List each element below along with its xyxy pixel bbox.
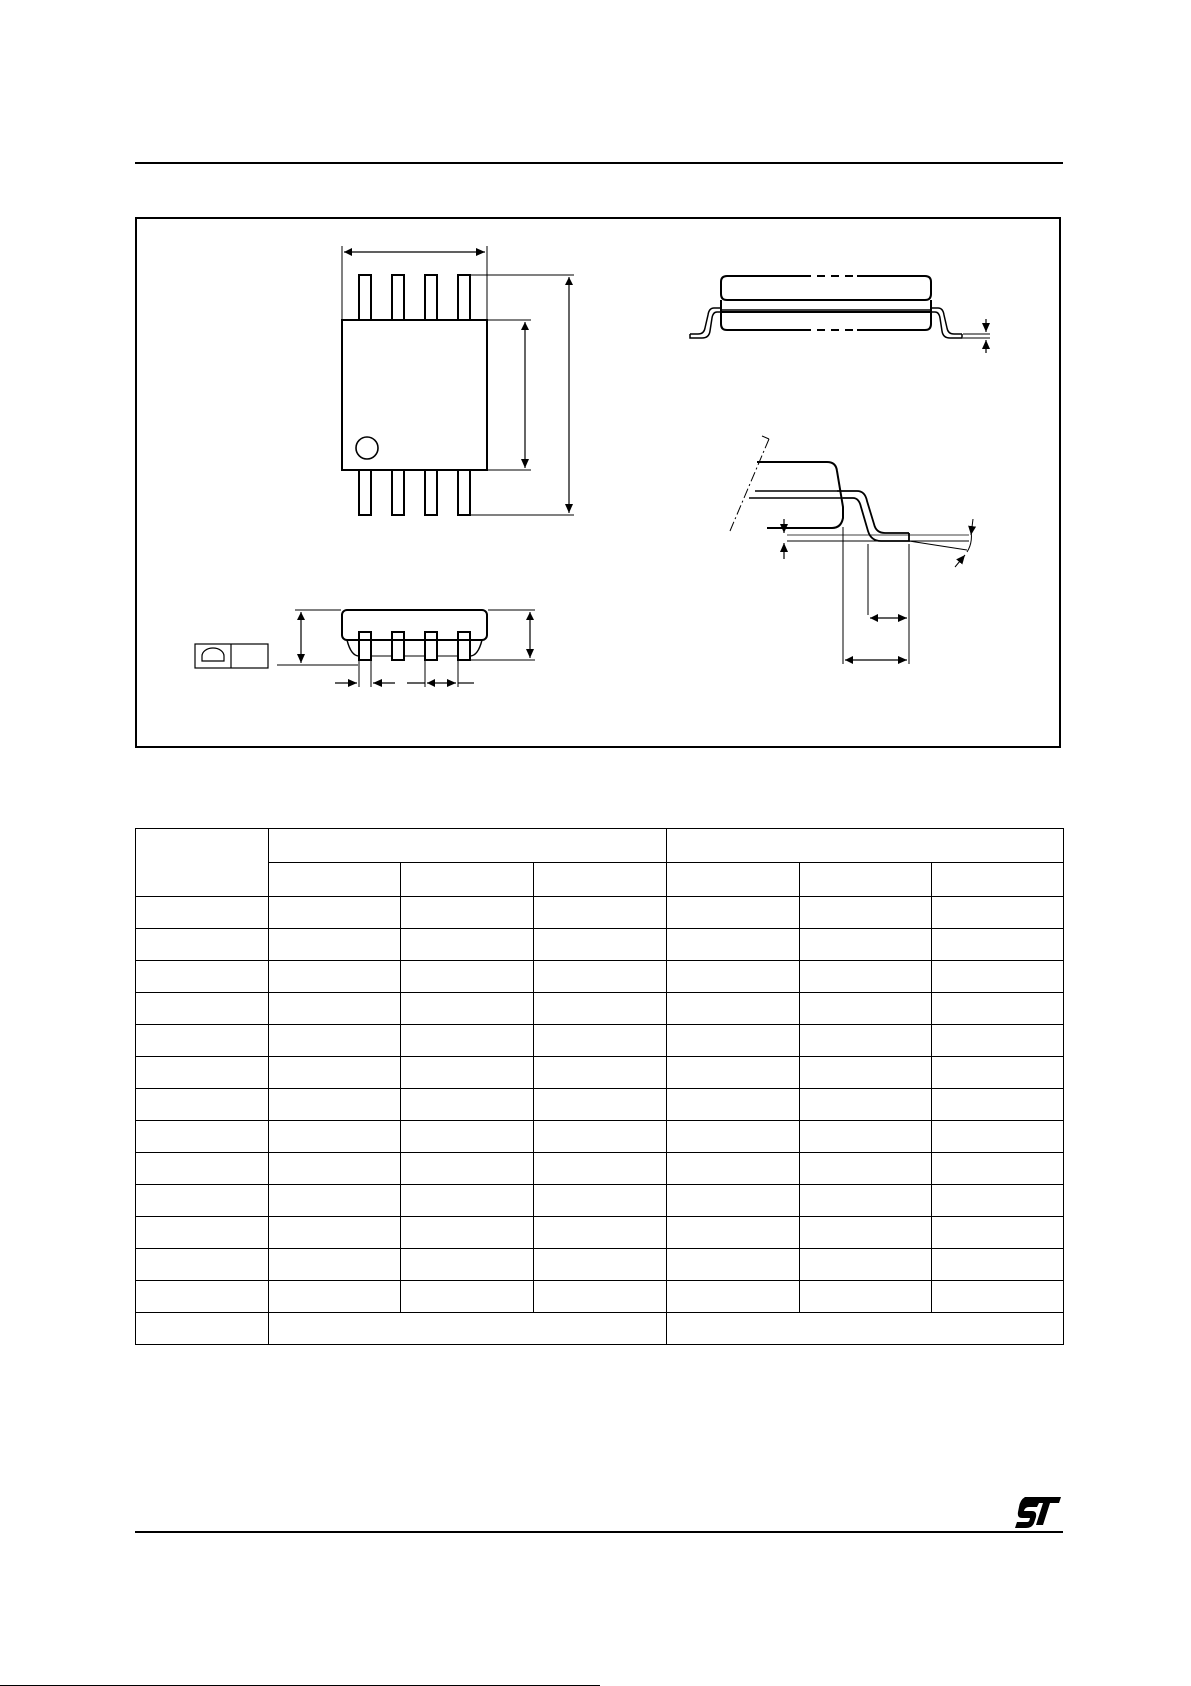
table-cell xyxy=(136,1121,269,1153)
table-cell xyxy=(269,1121,401,1153)
table-cell xyxy=(800,929,932,961)
table-cell xyxy=(800,1185,932,1217)
table-cell xyxy=(667,993,800,1025)
bottom-rule xyxy=(135,1531,1063,1533)
table-cell xyxy=(932,1185,1064,1217)
table-cell xyxy=(269,1217,401,1249)
table-cell xyxy=(932,1153,1064,1185)
table-row xyxy=(136,1281,1064,1313)
table-cell xyxy=(534,1025,667,1057)
table-row xyxy=(136,929,1064,961)
header-cell xyxy=(401,863,534,897)
table-cell xyxy=(269,1185,401,1217)
table-cell xyxy=(932,961,1064,993)
table-cell xyxy=(136,1057,269,1089)
table-cell xyxy=(667,1025,800,1057)
table-cell xyxy=(269,993,401,1025)
table-cell xyxy=(136,1025,269,1057)
table-cell xyxy=(401,1281,534,1313)
table-cell xyxy=(401,1217,534,1249)
table-cell xyxy=(800,1217,932,1249)
table-cell xyxy=(932,1121,1064,1153)
table-cell xyxy=(534,897,667,929)
table-cell xyxy=(534,1121,667,1153)
table-cell xyxy=(932,993,1064,1025)
table-row xyxy=(136,1217,1064,1249)
table-cell xyxy=(401,1025,534,1057)
table-cell xyxy=(401,1153,534,1185)
lead-detail xyxy=(730,436,973,664)
pin1-mark-icon xyxy=(356,437,378,459)
header-group-2 xyxy=(667,829,1064,863)
table-row xyxy=(136,1025,1064,1057)
table-cell xyxy=(401,1185,534,1217)
table-cell xyxy=(932,1025,1064,1057)
table-header-row-columns xyxy=(136,863,1064,897)
table-row xyxy=(136,1121,1064,1153)
table-cell xyxy=(534,1185,667,1217)
table-cell xyxy=(667,897,800,929)
table-cell xyxy=(667,1217,800,1249)
table-cell xyxy=(269,1089,401,1121)
st-logo-icon xyxy=(1015,1497,1063,1529)
table-cell xyxy=(401,897,534,929)
table-cell xyxy=(800,1089,932,1121)
table-cell xyxy=(932,929,1064,961)
table-cell xyxy=(932,1217,1064,1249)
table-row xyxy=(136,897,1064,929)
table-cell xyxy=(534,993,667,1025)
table-cell xyxy=(269,1313,667,1345)
table-row xyxy=(136,1089,1064,1121)
table-cell xyxy=(800,961,932,993)
table-cell xyxy=(136,993,269,1025)
header-cell xyxy=(269,863,401,897)
package-drawing-frame xyxy=(135,217,1061,748)
table-cell xyxy=(932,1057,1064,1089)
table-cell xyxy=(401,993,534,1025)
table-cell xyxy=(136,1217,269,1249)
table-cell xyxy=(401,1089,534,1121)
table-cell xyxy=(667,1121,800,1153)
table-row xyxy=(136,1185,1064,1217)
table-cell xyxy=(800,993,932,1025)
top-view xyxy=(342,246,574,515)
table-cell xyxy=(667,1153,800,1185)
table-row xyxy=(136,1057,1064,1089)
table-cell xyxy=(932,1249,1064,1281)
table-row xyxy=(136,1249,1064,1281)
table-cell xyxy=(534,929,667,961)
table-cell xyxy=(667,1313,1064,1345)
package-drawing xyxy=(137,219,1063,750)
side-view xyxy=(195,610,535,687)
header-cell xyxy=(667,863,800,897)
header-group-1 xyxy=(269,829,667,863)
top-rule xyxy=(135,162,1063,164)
table-cell xyxy=(932,1089,1064,1121)
table-cell xyxy=(534,1153,667,1185)
table-cell xyxy=(269,1249,401,1281)
table-cell xyxy=(534,1217,667,1249)
table-cell xyxy=(932,1281,1064,1313)
table-cell xyxy=(136,1313,269,1345)
table-cell xyxy=(800,1281,932,1313)
table-cell xyxy=(269,929,401,961)
table-cell xyxy=(401,961,534,993)
table-cell xyxy=(136,929,269,961)
table-cell xyxy=(534,1089,667,1121)
header-dim-cell xyxy=(136,829,269,897)
table-cell xyxy=(401,929,534,961)
table-cell xyxy=(136,897,269,929)
table-cell xyxy=(269,1057,401,1089)
table-cell xyxy=(136,1185,269,1217)
table-cell xyxy=(534,1281,667,1313)
table-cell xyxy=(534,1249,667,1281)
table-cell xyxy=(401,1249,534,1281)
table-cell xyxy=(667,1249,800,1281)
table-cell xyxy=(932,897,1064,929)
table-cell xyxy=(136,1281,269,1313)
table-row xyxy=(136,993,1064,1025)
table-cell xyxy=(269,1025,401,1057)
table-cell xyxy=(401,1057,534,1089)
header-cell xyxy=(800,863,932,897)
table-cell xyxy=(667,1089,800,1121)
table-cell xyxy=(136,961,269,993)
table-cell xyxy=(667,1185,800,1217)
table-cell xyxy=(269,1281,401,1313)
table-cell xyxy=(401,1121,534,1153)
table-cell xyxy=(800,1153,932,1185)
table-cell xyxy=(667,1281,800,1313)
table-cell xyxy=(534,961,667,993)
table-cell xyxy=(136,1153,269,1185)
table-row-last xyxy=(136,1313,1064,1345)
table-cell xyxy=(269,897,401,929)
header-cell xyxy=(932,863,1064,897)
table-cell xyxy=(800,1057,932,1089)
table-cell xyxy=(269,1153,401,1185)
table-cell xyxy=(667,961,800,993)
table-cell xyxy=(667,1057,800,1089)
table-cell xyxy=(667,929,800,961)
end-view xyxy=(690,276,990,353)
dimensions-table xyxy=(135,828,1064,1345)
table-header-row-group xyxy=(136,829,1064,863)
table-cell xyxy=(800,1025,932,1057)
table-body xyxy=(136,897,1064,1313)
table-row xyxy=(136,1153,1064,1185)
header-cell xyxy=(534,863,667,897)
table-cell xyxy=(136,1089,269,1121)
coplanarity-icon xyxy=(202,648,224,661)
table-cell xyxy=(136,1249,269,1281)
table-cell xyxy=(800,1249,932,1281)
table-cell xyxy=(800,897,932,929)
table-row xyxy=(136,961,1064,993)
table-cell xyxy=(800,1121,932,1153)
table-cell xyxy=(534,1057,667,1089)
table-cell xyxy=(269,961,401,993)
